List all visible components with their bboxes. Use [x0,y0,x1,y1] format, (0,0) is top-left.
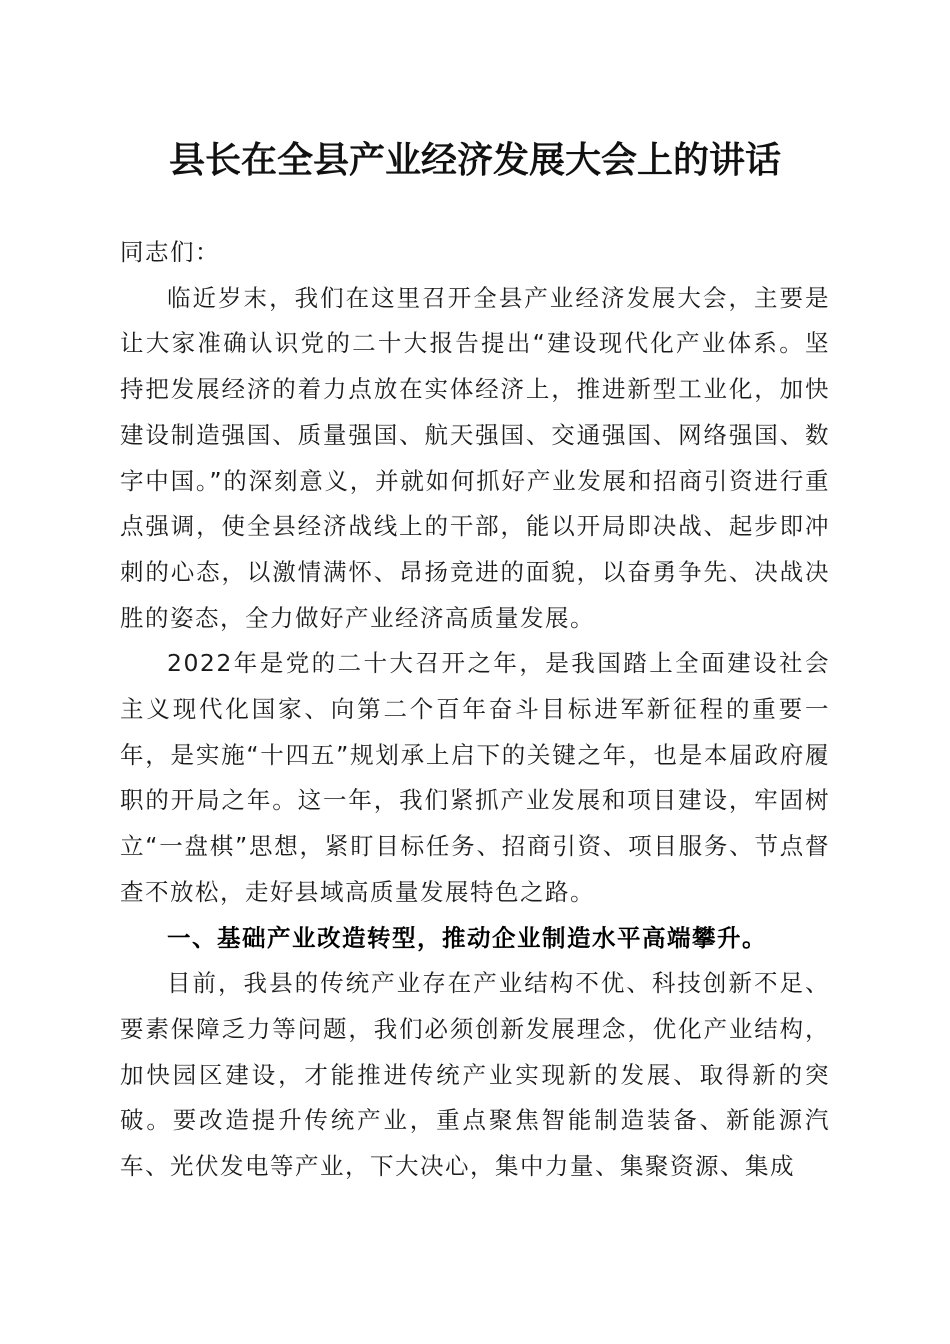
document-title: 县长在全县产业经济发展大会上的讲话 [168,139,781,181]
salutation: 同志们： [120,238,220,266]
paragraph-2: 2022年是党的二十大召开之年，是我国踏上全面建设社会主义现代化国家、向第二个百年奋斗目标进军新征程的重要一年，是实施“十四五”规划承上启下的关键之年，也是本届政府履职的开局之年。这一年，我们紧抓产业发展和项目建设，牢固树立“一盘棋”思想，紧盯目标任务、招商引资、项目服务、节点督查不放松，走好县域高质量发展特色之路。 [120,649,830,906]
section-paragraph-1: 目前，我县的传统产业存在产业结构不优、科技创新不足、要素保障乏力等问题，我们必须创新发展理念，优化产业结构，加快园区建设，才能推进传统产业实现新的发展、取得新的突破。要改造提升传统产业，重点聚焦智能制造装备、新能源汽车、光伏发电等产业，下大决心，集中力量、集聚资源、集成 [120,969,830,1181]
section-heading-1: 一、基础产业改造转型，推动企业制造水平高端攀升。 [167,923,767,952]
document-body [120,230,830,1190]
paragraph-1: 临近岁末，我们在这里召开全县产业经济发展大会，主要是让大家准确认识党的二十大报告提出“建设现代化产业体系。坚持把发展经济的着力点放在实体经济上，推进新型工业化，加快建设制造强国、质量强国、航天强国、交通强国、网络强国、数字中国。”的深刻意义，并就如何抓好产业发展和招商引资进行重点强调，使全县经济战线上的干部，能以开局即决战、起步即冲刺的心态，以激情满怀、昂扬竞进的面貌，以奋勇争先、决战决胜的姿态，全力做好产业经济高质量发展。 [120,283,830,632]
